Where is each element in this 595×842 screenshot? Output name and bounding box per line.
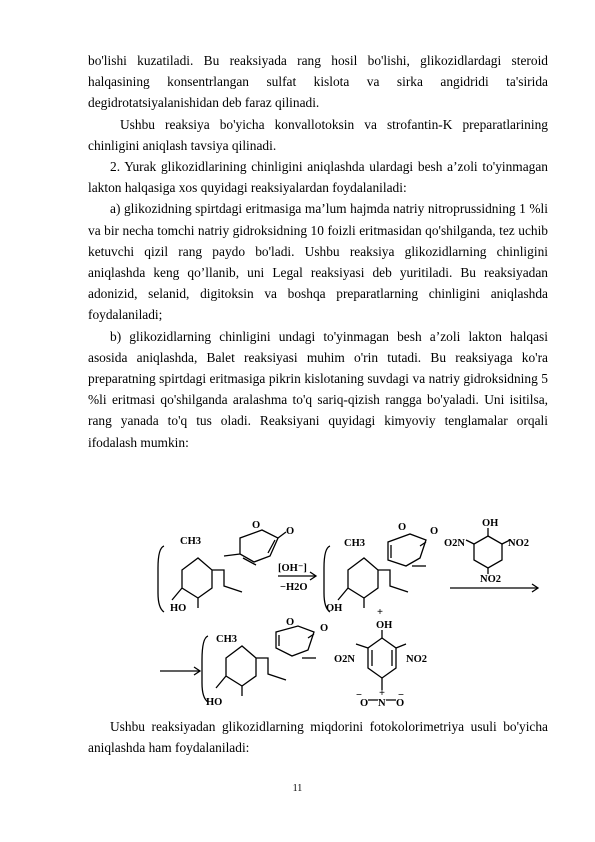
label-o-ring-1: O: [252, 520, 261, 531]
label-picric-no2-bottom: NO2: [480, 574, 501, 585]
steroid-skeleton-1: [172, 558, 212, 608]
paragraph-2: Ushbu reaksiya bo'yicha konvallotoksin va strofantin-K preparatlarining chinligini aniqlash tavsiya qilinadi.: [88, 116, 548, 153]
label-plus-n: +: [379, 688, 385, 699]
balet-reaction-scheme: [150, 508, 545, 713]
label-picrate-o-left: O: [360, 698, 369, 709]
label-minus-right: −: [398, 690, 404, 701]
label-o-carbonyl-1: O: [286, 526, 295, 537]
lactone-ring-3: [276, 626, 314, 656]
paragraph-1: bo'lishi kuzatiladi. Bu reaksiyada rang hosil bo'lishi, glikozidlardagi steroid halqasining konsentrlangan sulfat kislota va sirka angidridi ta'sirida degidrotatsiyalanishidan deb faraz qilinadi.: [88, 53, 548, 111]
label-ch3-1: CH3: [180, 536, 201, 547]
label-ho-1: HO: [170, 603, 187, 614]
label-picric-no2-right: NO2: [508, 538, 529, 549]
label-plus-top: +: [377, 607, 383, 618]
paragraph-5: b) glikozidlarning chinligini undagi to'yinmagan besh a’zoli lakton halqasi asosida aniqlashda, Balet reaksiyasi muhim o'rin tutadi. Bu reaksiyaga ko'ra preparatning spirtdagi eritmasiga pikrin kislotaning suvdagi va natriy gidroksidning 5 %li eritmasi qo'shilganda aralashma to'q sariq-qizish rangga bo'yaladi. Uni isitilsa, rang yanada to'q tus oladi. Reaksiyani quyidagi kimyoviy tenglamalar orqali ifodalash mumkin:: [88, 328, 548, 450]
label-picric-oh: OH: [482, 518, 499, 529]
label-ho-3: HO: [206, 697, 223, 708]
paragraph-6: Ushbu reaksiyadan glikozidlarning miqdorini fotokolorimetriya usuli bo'yicha aniqlashda ham foydalaniladi:: [88, 719, 548, 756]
paragraph-4: a) glikozidning spirtdagi eritmasiga ma’lum hajmda natriy nitroprussidning 1 %li va bir necha tomchi natriy gidroksidning 10 foizli eritmasidan qo'shilganda, tez uchib ketuvchi qizil rang paydo bo'ladi. Ushbu reaksiya glikozidlarning chinligini aniqlashda keng qo’llanib, uni Legal reaksiyasi deb yuritiladi. Bu reaksiyadan adonizid, selanid, digitoksin va boshqa preparatlarning chinligini aniqlashda foydalaniladi;: [88, 201, 548, 323]
label-o-carbonyl-3: O: [320, 623, 329, 634]
label-picrate-oh: OH: [376, 620, 393, 631]
label-minus-left: −: [356, 690, 362, 701]
label-picrate-o-right: O: [396, 698, 405, 709]
body-text-bottom: [88, 716, 548, 758]
label-picrate-n: N: [378, 698, 386, 709]
label-oh-2: OH: [326, 603, 343, 614]
label-ch3-3: CH3: [216, 634, 237, 645]
label-ch3-2: CH3: [344, 538, 365, 549]
paragraph-3: 2. Yurak glikozidlarining chinligini aniqlashda ulardagi besh a’zoli to'yinmagan lakton halqasiga xos quyidagi reaksiyalardan foydalaniladi:: [88, 159, 548, 196]
lactone-ring-2: [388, 534, 426, 566]
body-text-top: [88, 50, 548, 453]
label-picrate-o2n: O2N: [334, 654, 355, 665]
page-number: 11: [292, 783, 303, 794]
steroid-brace-1: [158, 546, 164, 612]
label-picrate-no2: NO2: [406, 654, 427, 665]
steroid-brace-3: [202, 636, 208, 702]
label-o-ring-2: O: [398, 522, 407, 533]
label-o-ring-3: O: [286, 617, 295, 628]
label-oh-catalyst: [OH⁻]: [278, 563, 307, 574]
picric-ring-1: [474, 536, 502, 568]
label-o-carbonyl-2: O: [430, 526, 439, 537]
label-picric-o2n: O2N: [444, 538, 465, 549]
label-minus-h2o: −H2O: [280, 582, 308, 593]
